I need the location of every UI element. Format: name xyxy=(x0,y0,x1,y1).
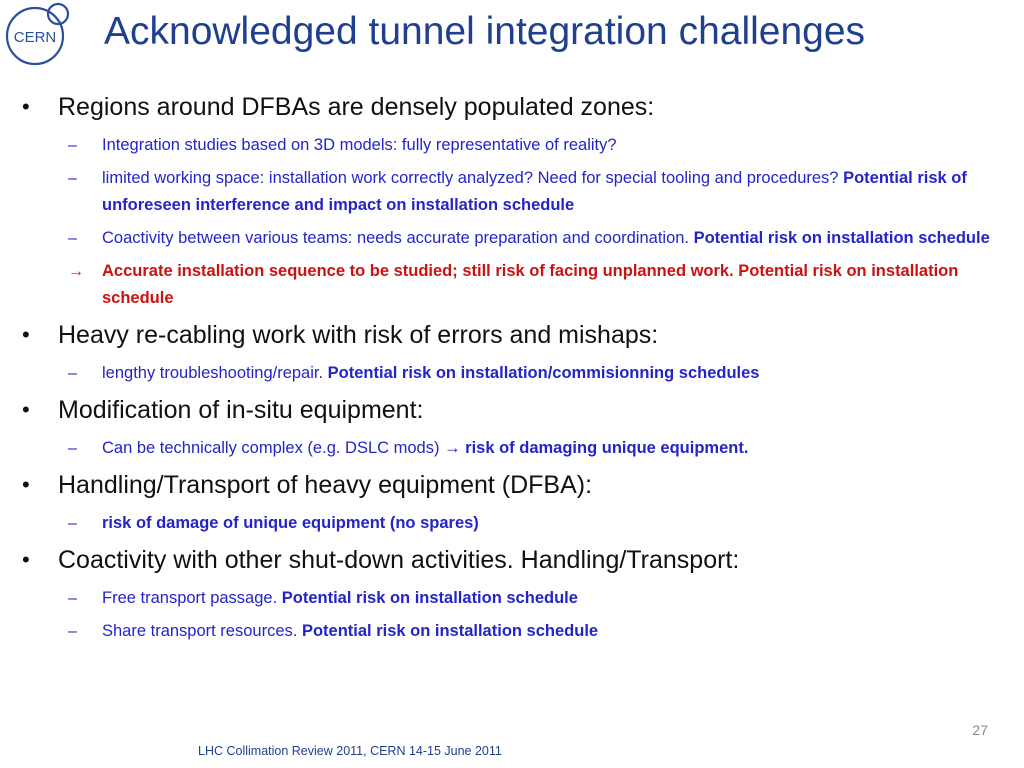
sub-bullet-item xyxy=(22,435,1012,462)
risk-highlight: Potential risk on installation schedule xyxy=(281,589,578,607)
sub-bullet-item xyxy=(22,165,1012,219)
sub-bullet-text: Free transport passage. xyxy=(102,589,282,607)
cern-logo-icon xyxy=(2,2,74,68)
risk-highlight: Accurate installation sequence to be studied; still risk of facing unplanned work. Potential risk on installation schedule xyxy=(102,262,959,307)
bullet-text: Regions around DFBAs are densely populated zones: xyxy=(58,93,655,121)
sub-bullet-text: Integration studies based on 3D models: fully representative of reality? xyxy=(102,136,617,154)
footer-text: LHC Collimation Review 2011, CERN 14-15 June 2011 xyxy=(198,744,502,758)
bullet-marker: • xyxy=(22,322,30,347)
sub-bullet-text: Coactivity between various teams: needs accurate preparation and coordination. xyxy=(102,229,694,247)
risk-highlight: risk of damage of unique equipment (no spares) xyxy=(102,514,479,532)
page-number: 27 xyxy=(972,722,988,738)
dash-marker: – xyxy=(68,590,77,607)
bullet-item xyxy=(22,393,1012,427)
arrow-marker-icon: → xyxy=(68,263,84,280)
bullet-marker: • xyxy=(22,472,30,497)
bullet-marker: • xyxy=(22,397,30,422)
arrow-icon: → xyxy=(444,439,461,457)
sub-bullet-item xyxy=(22,618,1012,645)
bullet-text: Modification of in-situ equipment: xyxy=(58,396,424,424)
sub-bullet-item xyxy=(22,225,1012,252)
bullet-item xyxy=(22,543,1012,577)
bullet-marker: • xyxy=(22,94,30,119)
sub-bullet-item xyxy=(22,132,1012,159)
risk-highlight: Potential risk of unforeseen interference and impact on installation schedule xyxy=(102,169,967,214)
sub-bullet-text: lengthy troubleshooting/repair. xyxy=(102,364,328,382)
risk-highlight: Potential risk on installation schedule xyxy=(693,229,990,247)
bullet-item xyxy=(22,318,1012,352)
slide-title: Acknowledged tunnel integration challenges xyxy=(104,10,866,53)
dash-marker: – xyxy=(68,515,77,532)
bullet-text: Coactivity with other shut-down activities. Handling/Transport: xyxy=(58,546,740,574)
slide-body xyxy=(22,86,1012,651)
dash-marker: – xyxy=(68,137,77,154)
sub-bullet-text: Share transport resources. xyxy=(102,622,302,640)
risk-highlight: risk of damaging unique equipment. xyxy=(460,439,749,457)
bullet-item xyxy=(22,90,1012,124)
sub-bullet-text: limited working space: installation work correctly analyzed? Need for special tooling and procedures? xyxy=(102,169,844,187)
dash-marker: – xyxy=(68,365,77,382)
bullet-item xyxy=(22,468,1012,502)
dash-marker: – xyxy=(68,230,77,247)
sub-bullet-item xyxy=(22,360,1012,387)
dash-marker: – xyxy=(68,623,77,640)
bullet-text: Heavy re-cabling work with risk of errors and mishaps: xyxy=(58,321,659,349)
dash-marker: – xyxy=(68,440,77,457)
logo-text: CERN xyxy=(13,29,57,46)
risk-highlight: Potential risk on installation/commisionning schedules xyxy=(327,364,760,382)
sub-bullet-item xyxy=(22,258,1012,312)
sub-bullet-item xyxy=(22,585,1012,612)
sub-bullet-text: Can be technically complex (e.g. DSLC mods) xyxy=(102,439,445,457)
sub-bullet-item xyxy=(22,510,1012,537)
bullet-text: Handling/Transport of heavy equipment (DFBA): xyxy=(58,471,593,499)
bullet-marker: • xyxy=(22,547,30,572)
dash-marker: – xyxy=(68,170,77,187)
risk-highlight: Potential risk on installation schedule xyxy=(301,622,599,640)
